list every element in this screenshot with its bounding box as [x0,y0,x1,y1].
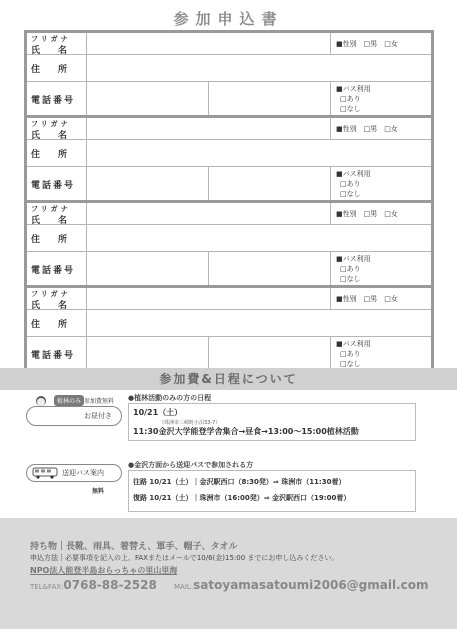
name-label-text: 氏名 [31,301,86,311]
outbound-trip: 往路 10/21（土）｜金沢駅西口（8:30発）⇒ 珠洲市（11:30着） [133,478,346,486]
address-field[interactable] [87,225,431,251]
bus-no-option[interactable]: □なし [340,105,361,113]
name-label [27,203,87,224]
address-label [27,310,87,336]
name-field[interactable] [87,203,331,224]
apply-label: 申込方法｜ [30,554,65,562]
address-field[interactable] [87,140,431,166]
name-label-text: 氏名 [31,216,86,226]
bus-no-option[interactable]: □なし [340,360,361,368]
furigana-label: フリガナ [31,290,71,298]
gender-field[interactable]: ■性別 □男 □女 [336,40,398,48]
tel-fax [30,578,157,592]
tel-prefix: TEL&FAX: [30,583,64,591]
name-field[interactable] [87,33,331,54]
tel-field-1[interactable] [87,252,209,285]
tel-label-text: 電話番号 [31,181,76,191]
planting-date: 10/21（土） [133,408,183,417]
tel-field-1[interactable] [87,337,209,370]
venue-address: （珠洲市三崎町小泊33-7） [159,420,221,426]
furigana-label: フリガナ [31,120,71,128]
address-label-text: 住所 [31,235,86,245]
address-label-text: 住所 [31,320,86,330]
tel-label-text: 電話番号 [31,96,76,106]
tel-row [27,82,431,115]
bus-schedule-box [128,470,416,512]
person-form [24,200,434,285]
bus-field[interactable] [331,337,431,370]
planting-itinerary: 11:30金沢大学能登学舎集合→昼食→13:00〜15:00植林活動 [133,427,359,436]
tel-field-2[interactable] [209,252,331,285]
gender-field[interactable]: ■性別 □男 □女 [336,295,398,303]
tel-field-1[interactable] [87,167,209,200]
bus-no-option[interactable]: □なし [340,275,361,283]
person-form [24,115,434,200]
tel-row [27,252,431,285]
tel-row [27,337,431,370]
address-label [27,225,87,251]
tel-field-2[interactable] [209,82,331,115]
person-form [24,285,434,373]
planting-schedule-heading: ●植林活動のみの方の日程 [128,394,212,402]
bus-field[interactable] [331,252,431,285]
address-label [27,55,87,81]
bus-use-label: ■バス利用 [336,340,371,348]
bus-yes-option[interactable]: □あり [340,95,361,103]
name-label [27,33,87,54]
bus-field[interactable] [331,167,431,200]
free-fee-label: 参加費無料 [84,398,115,405]
mail-prefix: MAIL: [174,583,194,591]
bus-use-label: ■バス利用 [336,85,371,93]
bus-use-label: ■バス利用 [336,170,371,178]
address-field[interactable] [87,55,431,81]
name-field[interactable] [87,118,331,139]
name-row [27,288,431,310]
address-row [27,225,431,252]
bus-guide-label: 送迎バス案内 [62,469,104,477]
page-title: 参加申込書 [173,10,284,28]
tel-label-text: 電話番号 [31,266,76,276]
tel-field-2[interactable] [209,167,331,200]
furigana-label: フリガナ [31,205,71,213]
name-field[interactable] [87,288,331,309]
return-trip: 復路 10/21（土）｜珠洲市（16:00発）⇒ 金沢駅西口（19:00着） [133,494,351,502]
name-label-text: 氏名 [31,46,86,56]
mail [174,578,429,592]
bus-free-label: 無料 [92,488,105,495]
address-field[interactable] [87,310,431,336]
footer [0,518,457,629]
person-form [24,30,434,115]
bus-yes-option[interactable]: □あり [340,350,361,358]
tel-label [27,82,87,115]
address-label-text: 住所 [31,150,86,160]
tel-label-text: 電話番号 [31,351,76,361]
tel-label [27,252,87,285]
gender-field[interactable]: ■性別 □男 □女 [336,125,398,133]
address-label [27,140,87,166]
satoyama-only-badge: 植林のみ [54,395,84,406]
planting-schedule-box [128,403,416,441]
furigana-label: フリガナ [31,35,71,43]
name-label-text: 氏名 [31,131,86,141]
name-label [27,118,87,139]
bus-yes-option[interactable]: □あり [340,265,361,273]
organization-name: NPO法人能登半島おらっちゃの里山里海 [30,566,178,575]
tel-number: 0768-88-2528 [63,578,157,592]
application-forms [24,30,434,373]
gender-field[interactable]: ■性別 □男 □女 [336,210,398,218]
application-method [30,553,338,563]
mail-address[interactable]: satoyamasatoumi2006@gmail.com [193,578,429,592]
apply-text: 必要事項を記入の上、FAXまたはメールで10/6(金)15:00 までにお申し込みください。 [65,554,339,562]
name-row [27,118,431,140]
bus-use-label: ■バス利用 [336,255,371,263]
name-label [27,288,87,309]
bus-field[interactable] [331,82,431,115]
tel-label [27,167,87,200]
section-heading: 参加費&日程について [0,368,457,390]
bus-yes-option[interactable]: □あり [340,180,361,188]
address-row [27,310,431,337]
bus-schedule-heading: ●金沢方面から送迎バスで参加される方 [128,461,254,469]
tel-field-2[interactable] [209,337,331,370]
address-row [27,55,431,82]
bus-no-option[interactable]: □なし [340,190,361,198]
tel-label [27,337,87,370]
bus-icon [32,467,58,479]
address-label-text: 住所 [31,65,86,75]
lunch-label: お昼付き [84,412,112,420]
tel-field-1[interactable] [87,82,209,115]
items-to-bring: 持ち物｜長靴、雨具、着替え、軍手、帽子、タオル [30,542,238,552]
address-row [27,140,431,167]
name-row [27,203,431,225]
schedule-section [0,390,457,518]
tel-row [27,167,431,200]
name-row [27,33,431,55]
